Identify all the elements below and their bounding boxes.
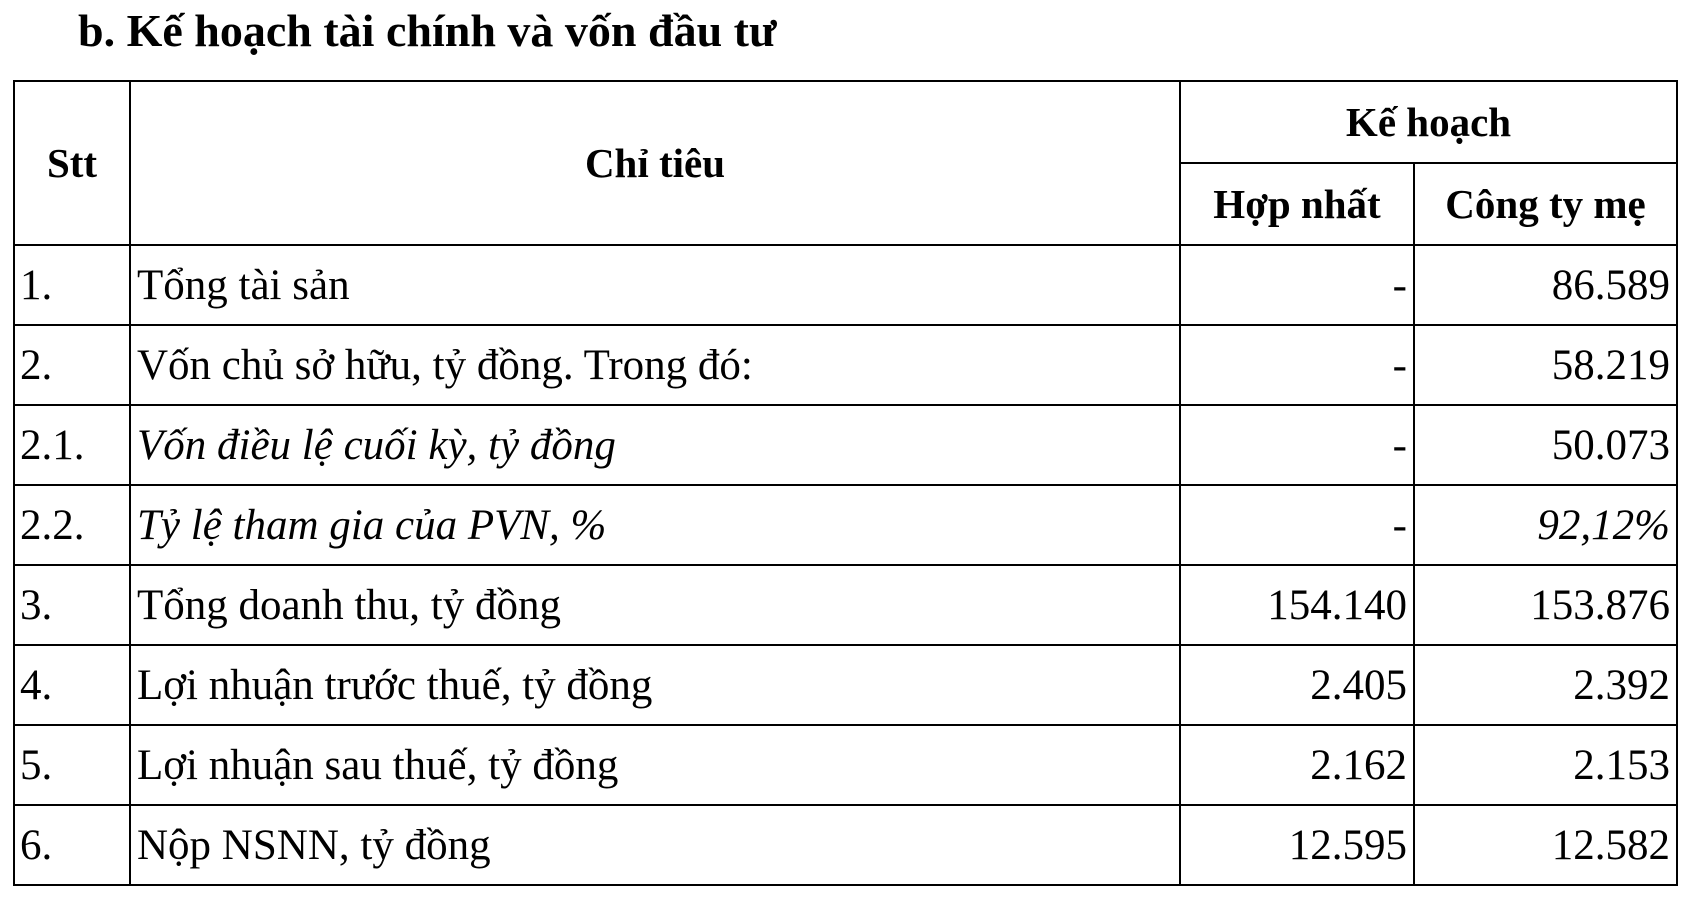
header-indicator: Chỉ tiêu [130, 81, 1180, 245]
header-row-top [14, 81, 1677, 163]
row-stt: 5. [14, 725, 130, 805]
table-row [14, 645, 1677, 725]
row-consolidated-value: - [1180, 405, 1414, 485]
row-stt: 2. [14, 325, 130, 405]
row-parent-value: 2.392 [1414, 645, 1677, 725]
row-stt: 1. [14, 245, 130, 325]
section-title: b. Kế hoạch tài chính và vốn đầu tư [78, 5, 777, 56]
row-stt: 3. [14, 565, 130, 645]
row-parent-value: 92,12% [1414, 485, 1677, 565]
header-stt: Stt [14, 81, 130, 245]
row-stt: 2.2. [14, 485, 130, 565]
row-parent-value: 58.219 [1414, 325, 1677, 405]
row-indicator: Vốn chủ sở hữu, tỷ đồng. Trong đó: [130, 325, 1180, 405]
header-plan: Kế hoạch [1180, 81, 1677, 163]
row-parent-value: 2.153 [1414, 725, 1677, 805]
row-indicator: Tỷ lệ tham gia của PVN, % [130, 485, 1180, 565]
financial-plan-table [13, 80, 1678, 886]
table-row [14, 565, 1677, 645]
row-stt: 4. [14, 645, 130, 725]
row-indicator: Tổng tài sản [130, 245, 1180, 325]
row-consolidated-value: - [1180, 325, 1414, 405]
row-stt: 6. [14, 805, 130, 885]
table-row [14, 325, 1677, 405]
row-consolidated-value: 2.162 [1180, 725, 1414, 805]
row-indicator: Tổng doanh thu, tỷ đồng [130, 565, 1180, 645]
row-indicator: Lợi nhuận sau thuế, tỷ đồng [130, 725, 1180, 805]
row-stt: 2.1. [14, 405, 130, 485]
row-consolidated-value: 154.140 [1180, 565, 1414, 645]
row-indicator: Nộp NSNN, tỷ đồng [130, 805, 1180, 885]
row-indicator: Vốn điều lệ cuối kỳ, tỷ đồng [130, 405, 1180, 485]
row-parent-value: 50.073 [1414, 405, 1677, 485]
table-row [14, 245, 1677, 325]
table-body [14, 245, 1677, 885]
table-row [14, 725, 1677, 805]
table-row [14, 405, 1677, 485]
row-parent-value: 86.589 [1414, 245, 1677, 325]
row-consolidated-value: 12.595 [1180, 805, 1414, 885]
table-row [14, 485, 1677, 565]
row-consolidated-value: - [1180, 245, 1414, 325]
header-parent: Công ty mẹ [1414, 163, 1677, 245]
row-consolidated-value: 2.405 [1180, 645, 1414, 725]
row-indicator: Lợi nhuận trước thuế, tỷ đồng [130, 645, 1180, 725]
header-consolidated: Hợp nhất [1180, 163, 1414, 245]
row-parent-value: 12.582 [1414, 805, 1677, 885]
row-consolidated-value: - [1180, 485, 1414, 565]
table-row [14, 805, 1677, 885]
row-parent-value: 153.876 [1414, 565, 1677, 645]
